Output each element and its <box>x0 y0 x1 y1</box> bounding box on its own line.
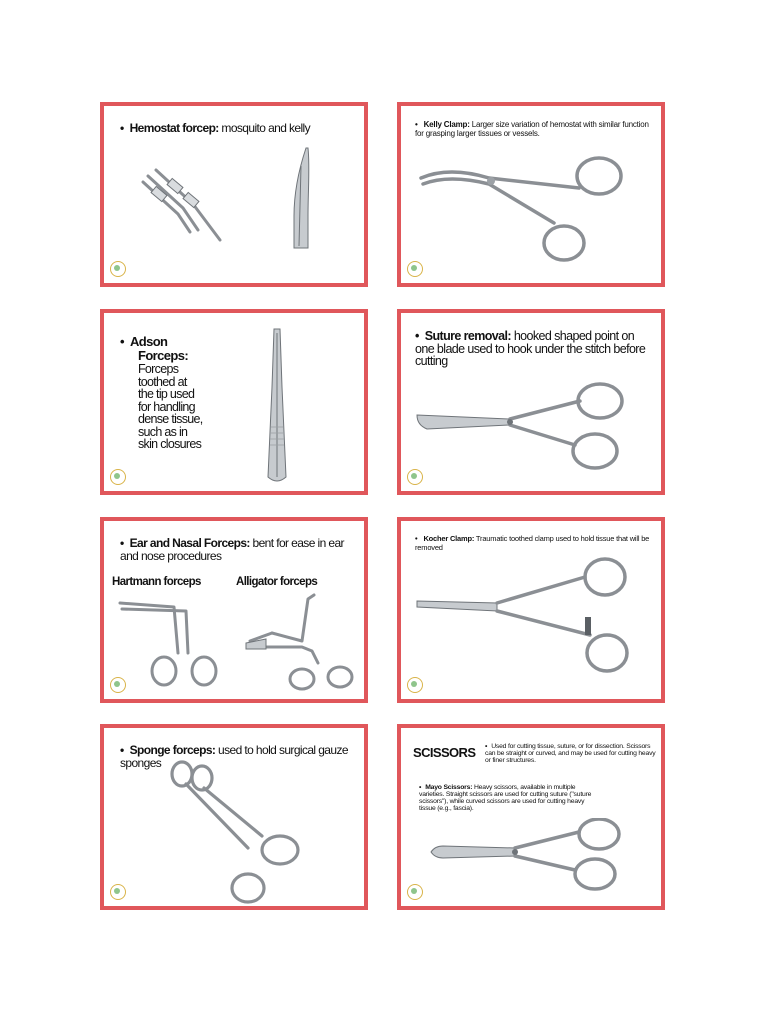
ear-nasal-title: Ear and Nasal Forceps: <box>129 536 250 550</box>
card-hemostat <box>100 102 368 287</box>
suture-scissors-image <box>415 379 635 475</box>
card-ear-nasal-forceps <box>100 517 368 703</box>
card-kocher-clamp <box>397 517 665 703</box>
brand-logo-icon <box>407 469 423 485</box>
mayo-line: • Mayo Scissors: Heavy scissors, available in multiple varieties. Straight scissors are used for cutting suture ("suture scissors"), while curved scissors are used for cutting heavy tissue (e.g., fascia). <box>419 784 592 812</box>
brand-logo-icon <box>407 677 423 693</box>
kocher-title: Kocher Clamp: <box>423 534 475 543</box>
hemostat-title: Hemostat forcep: <box>129 121 219 135</box>
suture-title: Suture removal: <box>424 329 511 343</box>
ear-nasal-line <box>120 537 362 563</box>
kocher-clamp-image <box>415 555 645 675</box>
mayo-title: Mayo Scissors: <box>425 784 473 791</box>
adson-forceps-image <box>262 327 292 487</box>
brand-logo-icon <box>110 261 126 277</box>
card-sponge-forceps <box>100 724 368 910</box>
mayo-text: Heavy scissors, available in multiple varieties. Straight scissors are used for cutting suture ("suture scissors"), while curved scissors are used for cutting heavy tissue (e.g., fascia). <box>419 784 592 812</box>
brand-logo-icon <box>110 469 126 485</box>
adson-text-block <box>120 335 238 451</box>
adson-text-line: toothed at <box>138 374 187 389</box>
bullet: • <box>120 536 124 550</box>
suture-text: hooked shaped point on one blade used to hook under the stitch before cutting <box>415 329 646 368</box>
bullet: • <box>415 534 418 543</box>
card-kelly-clamp <box>397 102 665 287</box>
bullet: • <box>120 121 124 135</box>
adson-title-1: Adson <box>129 334 168 349</box>
mayo-scissors-image <box>429 818 629 898</box>
scissors-heading: SCISSORS <box>413 745 476 760</box>
brand-logo-icon <box>407 261 423 277</box>
kelly-title: Kelly Clamp: <box>423 120 470 129</box>
adson-title-2: Forceps: <box>138 348 189 363</box>
card-suture-removal <box>397 309 665 495</box>
adson-text-line: skin closures <box>138 437 202 451</box>
kelly-tip-image <box>286 146 316 251</box>
brand-logo-icon <box>407 884 423 900</box>
sponge-title: Sponge forceps: <box>129 743 216 757</box>
card-scissors <box>397 724 665 910</box>
adson-text-line: the tip used <box>138 387 195 401</box>
hartmann-forceps-image <box>116 593 226 693</box>
bullet: • <box>120 334 124 349</box>
kocher-line <box>415 535 657 552</box>
hartmann-label: Hartmann forceps <box>112 576 201 588</box>
bullet: • <box>415 120 418 129</box>
kelly-clamp-image <box>419 148 639 268</box>
brand-logo-icon <box>110 884 126 900</box>
kelly-text: Larger size variation of hemostat with similar function for grasping larger tissues or vessels. <box>415 120 649 138</box>
kocher-text: Traumatic toothed clamp used to hold tissue that will be removed <box>415 534 650 552</box>
hemostat-text: mosquito and kelly <box>218 121 311 135</box>
adson-text-line: such as in <box>138 424 188 439</box>
kelly-line <box>415 121 655 138</box>
ear-nasal-text: bent for ease in ear and nose procedures <box>120 536 344 563</box>
scissors-intro: • Used for cutting tissue, suture, or for dissection. Scissors can be straight or curved, and may be used for cutting heavy or finer structures. <box>485 743 656 764</box>
suture-line <box>415 330 655 368</box>
adson-text-line: for handling <box>138 399 195 414</box>
mosquito-forceps-image <box>138 164 228 244</box>
sponge-forceps-image <box>162 760 312 910</box>
bullet: • <box>120 743 124 757</box>
alligator-label: Alligator forceps <box>236 576 318 588</box>
bullet: • <box>415 329 419 343</box>
hemostat-line <box>120 122 360 135</box>
adson-text-line: Forceps <box>138 362 179 376</box>
brand-logo-icon <box>110 677 126 693</box>
sponge-text: used to hold surgical gauze sponges <box>120 743 348 770</box>
adson-text-line: dense tissue, <box>138 412 203 426</box>
card-adson-forceps <box>100 309 368 495</box>
scissors-intro-text: Used for cutting tissue, suture, or for dissection. Scissors can be straight or curved, and may be used for cutting heavy or finer structures. <box>485 743 656 764</box>
alligator-forceps-image <box>242 593 362 693</box>
